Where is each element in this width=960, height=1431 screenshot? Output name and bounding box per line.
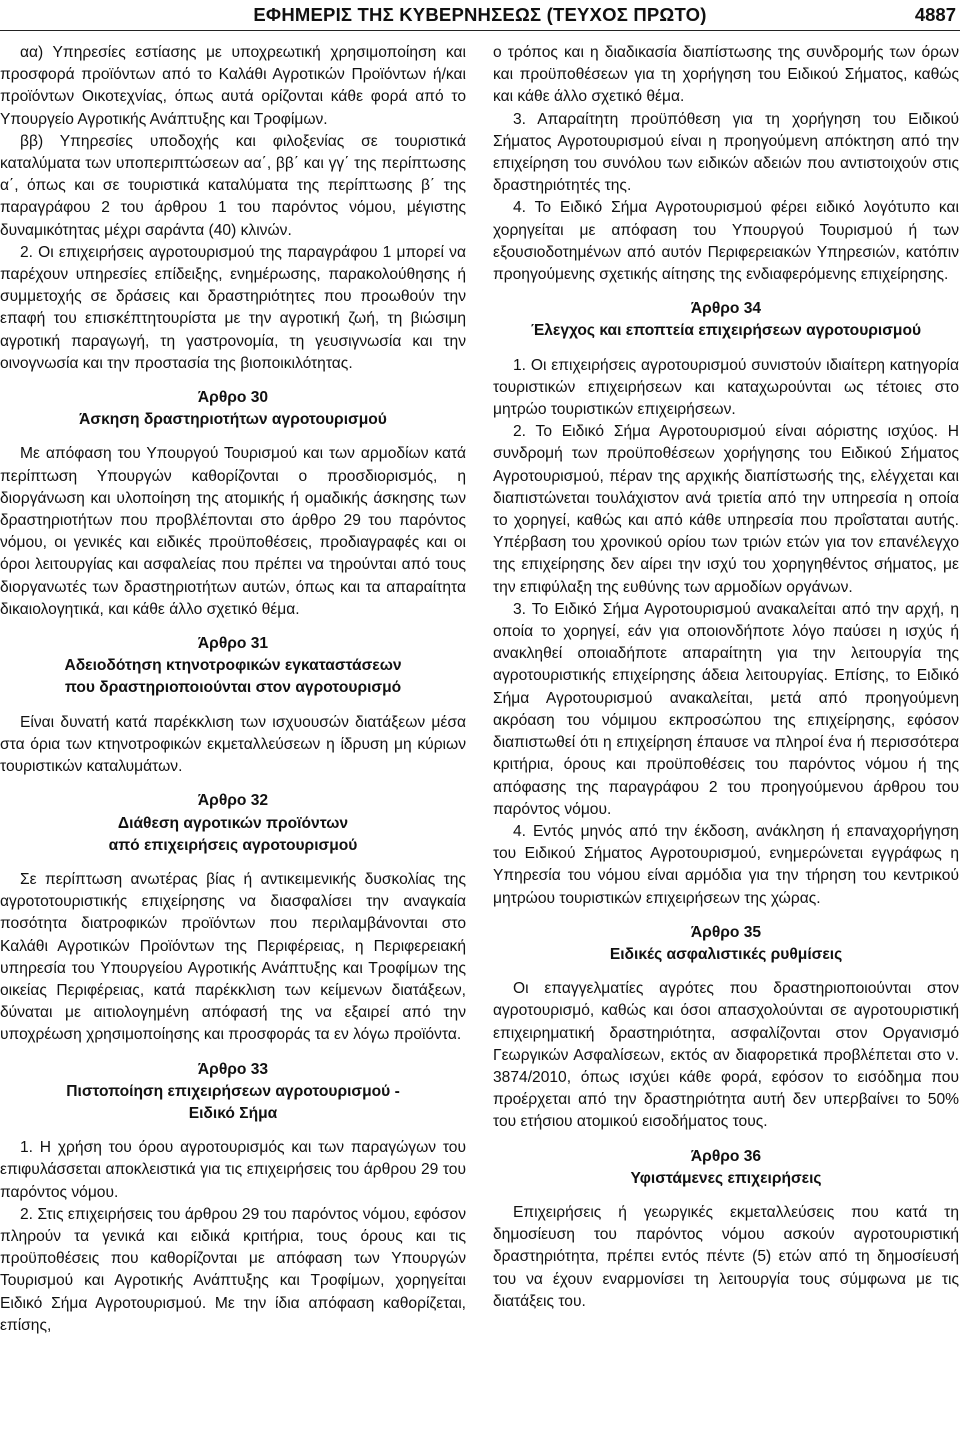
article-33-paragraph-4: 4. Το Ειδικό Σήμα Αγροτουρισμού φέρει ειδικό λογότυπο και χορηγείται με απόφαση του Υπουργού Τουρισμού ή των εξουσιοδοτημένων από αυτόν Περιφερειακών Υπηρεσιών, κατόπιν προηγούμενης σχετικής αίτησης της ενδιαφερόμενης επιχείρησης. xyxy=(493,199,959,284)
article-32-number: Άρθρο 32 xyxy=(197,792,269,810)
article-34-paragraph-2: 2. Το Ειδικό Σήμα Αγροτουρισμού είναι αόριστης ισχύος. Η συνδρομή των προϋποθέσεων χορήγησης του Ειδικού Σήματος Αγροτουρισμού, πέραν της αρχικής διαπίστωσής της, ελέγχεται και διαπιστώνεται τουλάχιστον ανά τριετία από την υπηρεσία η οποία το χορηγεί, καθώς και από κάθε υπηρεσία που προΐσταται αυτής. Υπέρβαση του χρονικού ορίου των τριών ετών για τον επανέλεγχο της επιχείρησης δεν αίρει την ισχύ του χορηγηθέντος σήματος, με την επιφύλαξη της ευθύνης των αρμοδίων οργάνων. xyxy=(493,423,959,596)
paragraph-bb: ββ) Υπηρεσίες υποδοχής και φιλοξενίας σε τουριστικά καταλύματα των υποπεριπτώσεων αα΄, ββ΄ και γγ΄ της περίπτωσης α΄, όπως και σε τουριστικά καταλύματα της περίπτωσης β΄ της παραγράφου 2 του άρθρου 1 του παρόντος νόμου, μέγιστης δυναμικότητας μέχρι σαράντα (40) κλινών. xyxy=(0,132,466,239)
paragraph-aa: αα) Υπηρεσίες εστίασης με υποχρεωτική χρησιμοποίηση και προσφορά προϊόντων από το Καλάθι Αγροτικών Προϊόντων ή/και προϊόντων Οικοτεχνίας, όπως αυτά ορίζονται κάθε φορά από το Υπουργείο Αγροτικής Ανάπτυξης και Τροφίμων. xyxy=(0,44,466,128)
article-30-number: Άρθρο 30 xyxy=(197,389,269,407)
article-32-title-line2: από επιχειρήσεις αγροτουρισμού xyxy=(108,836,358,854)
article-31-text: Είναι δυνατή κατά παρέκκλιση των ισχυουσών διατάξεων μέσα στα όρια των κτηνοτροφικών εκμεταλλεύσεων η ίδρυση μη κύριων τουριστικών καταλυμάτων. xyxy=(0,713,466,776)
article-33-paragraph-1: 1. Η χρήση του όρου αγροτουρισμός και των παραγώγων του επιφυλάσσεται αποκλειστικά για τις επιχειρήσεις του άρθρου 29 του παρόντος νόμου. xyxy=(0,1139,466,1201)
article-35-number: Άρθρο 35 xyxy=(690,923,762,941)
article-33-number: Άρθρο 33 xyxy=(197,1060,269,1078)
article-30-title: Άσκηση δραστηριοτήτων αγροτουρισμού xyxy=(79,411,387,429)
left-column xyxy=(0,42,466,1337)
article-32-title-line1: Διάθεση αγροτικών προϊόντων xyxy=(117,814,349,832)
article-35-text: Οι επαγγελματίες αγρότες που δραστηριοποιούνται στον αγροτουρισμό, καθώς και όσοι απασχολούνται σε αγροτουριστική επιχειρηματική δραστηριότητα, ασφαλίζονται στον Οργανισμό Γεωργικών Ασφαλίσεων, εκτός αν διαφορετικά προβλέπεται στο ν. 3874/2010, όπως ισχύει κάθε φορά, εφόσον το εισόδημα που προέρχεται από την δραστηριότητα αυτή δεν υπερβαίνει το 50% του ετήσιου ατομικού εισοδήματος τους. xyxy=(493,980,959,1131)
gazette-title: ΕΦΗΜΕΡΙΣ ΤΗΣ ΚΥΒΕΡΝΗΣΕΩΣ (ΤΕΥΧΟΣ ΠΡΩΤΟ) xyxy=(253,4,707,25)
article-31-number: Άρθρο 31 xyxy=(197,635,269,653)
article-34-title: Έλεγχος και εποπτεία επιχειρήσεων αγροτουρισμού xyxy=(530,322,922,340)
article-34-paragraph-1: 1. Οι επιχειρήσεις αγροτουρισμού συνιστούν ιδιαίτερη κατηγορία τουριστικών επιχειρήσεων και καταχωρούνται ως τέτοιες στο μητρώο τουριστικών επιχειρήσεων. xyxy=(493,356,959,419)
article-34-paragraph-4: 4. Εντός μηνός από την έκδοση, ανάκληση ή επαναχορήγηση του Ειδικού Σήματος Αγροτουρισμού, ενημερώνεται εγγράφως η Υπηρεσία του νόμου είναι αρμόδια για την τήρηση του κεντρικού μητρώου τουριστικών επιχειρήσεων της χώρας. xyxy=(493,822,959,907)
article-33-continuation: ο τρόπος και η διαδικασία διαπίστωσης της συνδρομής των όρων και προϋποθέσεων για τη χορήγηση του Ειδικού Σήματος, καθώς και κάθε άλλο σχετικό θέμα. xyxy=(493,44,959,106)
header-rule xyxy=(0,30,960,31)
article-33-title-line1: Πιστοποίηση επιχειρήσεων αγροτουρισμού - xyxy=(66,1082,400,1100)
article-36-text: Επιχειρήσεις ή γεωργικές εκμεταλλεύσεις που κατά τη δημοσίευση του παρόντος νόμου ασκούν αγροτουριστική δραστηριότητα, πρέπει εντός πέντε (5) ετών από τη δημοσίευσή του να έχουν εναρμονίσει τη λειτουργία τους σύμφωνα με τις διατάξεις του. xyxy=(493,1203,959,1310)
article-36-number: Άρθρο 36 xyxy=(690,1147,762,1165)
article-32-text: Σε περίπτωση ανωτέρας βίας ή αντικειμενικής δυσκολίας της αγροτοτουριστικής επιχείρησης να διασφαλίσει την αναγκαία ποσότητα διατροφικών προϊόντων που περιλαμβάνονται στο Καλάθι Αγροτικών Προϊόντων της Περιφέρειας, η Περιφερειακή υπηρεσία του Υπουργείου Αγροτικής Ανάπτυξης και Τροφίμων της οικείας Περιφέρειας, κατά παρέκκλιση των κείμενων διατάξεων, δύναται με αιτιολογημένη απόφασή της να εξαιρεί από την υποχρέωση χρησιμοποίησης και προσφοράς τα εν λόγω προϊόντα. xyxy=(0,870,466,1044)
article-36-title: Υφιστάμενες επιχειρήσεις xyxy=(630,1169,822,1187)
right-column xyxy=(493,42,959,1313)
page-header xyxy=(0,0,960,30)
article-34-number: Άρθρο 34 xyxy=(690,300,762,318)
article-34-paragraph-3: 3. Το Ειδικό Σήμα Αγροτουρισμού ανακαλείται από την αρχή, η οποία το χορηγεί, εάν για οποιονδήποτε λόγο παύσει η ισχύς ή ανακληθεί οποιαδήποτε απαραίτητη για την λειτουργία της αγροτουριστικής επιχείρησης άδεια λειτουργίας. Επίσης, το Ειδικό Σήμα Αγροτουρισμού ανακαλείται, μετά από προηγούμενη ακρόαση του νόμιμου εκπροσώπου της επιχείρησης, εφόσον διαπιστωθεί ότι η επιχείρηση έπαυσε να πληροί ένα ή περισσότερα κριτήρια, όρους και προϋποθέσεις του παρόντος νόμου ή της απόφασης της παραγράφου 2 του προηγούμενου άρθρου του παρόντος νόμου. xyxy=(493,600,959,818)
article-35-title: Ειδικές ασφαλιστικές ρυθμίσεις xyxy=(609,945,843,963)
article-31-title-line2: που δραστηριοποιούνται στον αγροτουρισμό xyxy=(64,679,402,697)
article-33-paragraph-3: 3. Απαραίτητη προϋπόθεση για τη χορήγηση του Ειδικού Σήματος Αγροτουρισμού είναι η προηγούμενη απόκτηση από την επιχείρηση του συνόλου των ειδικών αδειών που αντιστοιχούν στις δραστηριότητές της. xyxy=(493,110,959,195)
paragraph-2: 2. Οι επιχειρήσεις αγροτουρισμού της παραγράφου 1 μπορεί να παρέχουν υπηρεσίες επίδειξης, ενημέρωσης, παρακολούθησης ή συμμετοχής σε δράσεις και δραστηριότητες που προωθούν την επαφή του επισκέπτητουρίστα με την αγροτική ζωή, τη βιώσιμη αγροτική παραγωγή, τη γαστρονομία, τη γευσιγνωσία και την οινογνωσία και την προστασία της βιοποικιλότητας. xyxy=(0,243,466,372)
article-33-title-line2: Ειδικό Σήμα xyxy=(188,1104,278,1122)
page-number: 4887 xyxy=(914,4,956,25)
article-33-paragraph-2: 2. Στις επιχειρήσεις του άρθρου 29 του παρόντος νόμου, εφόσον πληρούν τα γενικά και ειδικά κριτήρια, τους όρους και τις προϋποθέσεις που καθορίζονται με απόφαση των Υπουργών Τουρισμού και Αγροτικής Ανάπτυξης και Τροφίμων, χορηγείται Ειδικό Σήμα Αγροτουρισμού. Με την ίδια απόφαση καθορίζεται, επίσης, xyxy=(0,1205,466,1334)
article-30-text: Με απόφαση του Υπουργού Τουρισμού και των αρμοδίων κατά περίπτωση Υπουργών καθορίζονται ο προσδιορισμός, η διοργάνωση και υλοποίηση της ατομικής ή ομαδικής άσκησης των δραστηριοτήτων που προβλέπονται στο άρθρο 29 του παρόντος νόμου, οι γενικές και ειδικές προϋποθέσεις, προδιαγραφές και οι όροι λειτουργίας και ασφαλείας που πρέπει να τηρούνται από τους διοργανωτές των δραστηριοτήτων αυτών, όπως και τα απαραίτητα δικαιολογητικά, και κάθε άλλο σχετικό θέμα. xyxy=(0,445,466,618)
article-31-title-line1: Αδειοδότηση κτηνοτροφικών εγκαταστάσεων xyxy=(64,657,402,675)
